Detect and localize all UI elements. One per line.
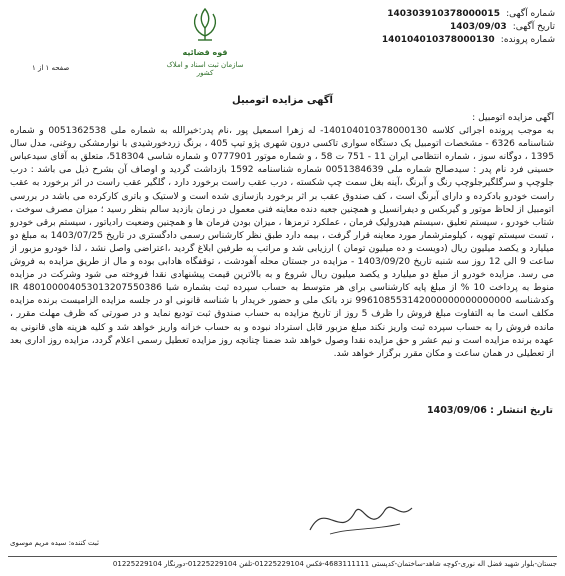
file-number: 140104010378000130 xyxy=(381,35,495,45)
ad-number-label: شماره آگهی: xyxy=(506,9,555,19)
publication-label: تاریخ انتشار : xyxy=(490,405,553,416)
signature-mark xyxy=(300,490,420,545)
registrar xyxy=(10,539,99,547)
ad-meta xyxy=(382,8,555,47)
registrar-label: ثبت کننده: xyxy=(68,539,99,547)
ad-number-row xyxy=(382,8,555,21)
footer-address: جستان-بلوار شهید فضل اله نوری-کوچه شاهد-ساختمان-کدپستی 4683111111-فکس 01225229104-تلفن 01225229104-دورنگار 01225229104 xyxy=(112,560,557,568)
ad-date-row xyxy=(382,21,555,34)
registrar-name: سیده مریم موسوی xyxy=(10,539,67,547)
org-subtitle: سازمان ثبت اسناد و املاک کشور xyxy=(166,61,244,77)
judiciary-emblem-icon xyxy=(188,6,222,44)
notice-body xyxy=(10,112,554,374)
file-number-row xyxy=(382,34,555,47)
notice-heading: آگهی مزایده اتومبیل : xyxy=(472,113,554,123)
ad-date-label: تاریخ آگهی: xyxy=(512,22,555,32)
file-number-label: شماره پرونده: xyxy=(500,35,555,45)
notice-paragraph: به موجب پرونده اجرائی کلاسه 140104010378000130- له زهرا اسمعیل پور ،نام پدر:خیرالله به شماره ملی 0051362538 و شماره شناسنامه 6326 - مشخصات اتومبیل یک دستگاه سواری تاکسی درون شهری پژو تیپ 405 ، برنگ زردخورشیدی با نوارمشکی روغنی، مدل سال 1395 ، دوگانه سوز ، شماره انتظامی ایران 11 - 751 ت 58 ، و شماره موتور 0777901 و شماره شاسی 518304، متعلق به آقای سیدعباس حسینی فرد نام پدر : سیدصالح شماره ملی 0051384639 شماره شناسنامه 1592 بازداشت گردید و اوصاف آن بشرح ذیل می باشد : درب جلوچپ و سرگلگیرجلوچپ رنگ و آبرنگ ،آینه بغل سمت چپ شکسته ، درب عقب راست برخورد دارد ، گلگیر عقب راست در اثر برخورد به عقب راست خودرو بادکرده و دارای آبرنگ است ، کف صندوق عقب بر اثر برخورد بازسازی شده است و لاستیک و باتری کارکرده می باشد در بررسی اتومبیل از لحاظ موتور و گیربکس و دیفرانسیل و همچنین جعبه دنده معاینه فنی معمول در زمان بازدید سالم بنظر رسید ؛ میزان مصرف سوخت ، شتاب خودرو ، سیستم تعلیق ،سیستم هیدرولیک فرمان ، عملکرد ترمزها ، میزان بودن فرمان ها و همچنین وضعیت رادیاتور ، سیستم برقی خودرو ، تست سیستم تهویه ، کیلومترشمار مورد معاینه قرار گرفت ، بیمه دارد طبق نظر کارشناس رسمی دادگستری در تاریخ 1403/07/25 به مبلغ دو میلیارد و یکصد میلیون ریال (دویست و ده میلیون تومان ) ارزیابی شد و مراتب به طرفین ابلاغ گردید ،اعتراضی واصل نشد ، لذا خودرو مزبور از ساعت 9 الی 12 روز سه شنبه تاریخ 1403/09/20 - مزایده در جستان محله آهودشت ، توقفگاه هادابی بوده و مال از طریق مزایده به فروش می رسد. مزایده خودرو از مبلغ دو میلیارد و یکصد میلیون ریال شروع و به بالاترین قیمت پیشنهادی نقدا فروخته می شود وشرکت در مزایده منوط به پرداخت 10 % از مبلغ پایه کارشناسی برای هر متوسط به حساب سپرده ثبت بشماره شبا IR 480100004053013207550386 وکدشناسه 996108553142000000000000000 نزد بانک ملی و حضور خریدار با شناسه قانونی او در جلسه مزایده الزامیست برنده مزایده مکلف است ما به التفاوت مبلغ فروش را ظرف 5 روز از تاریخ مزایده به حساب صندوق ثبت تودیع نماید و در صورتی که ظرف مهلت مقرر ، مانده فروش را به حساب سپرده ثبت واریز نکند مبلغ مزبور قابل استرداد نبوده و به حساب خزانه واریز خواهد شد و کلیه هزینه های قانونی به عهده برنده مزایده است و نیم عشر و حق مزایده نقدا وصول خواهد شد ضمنا چنانچه روز مزایده تعطیل رسمی اعلام گردد، مزایده روز اداری بعد از تعطیلی در همان ساعت و مکان مقرر برگزار خواهد شد. xyxy=(10,126,554,359)
document-title: آگهی مزایده اتومبیل xyxy=(232,95,333,106)
publication-date-value: 1403/09/06 xyxy=(427,405,487,416)
ad-number: 140303910378000015 xyxy=(387,9,500,19)
footer-divider xyxy=(8,556,557,557)
page-number: صفحه ۱ از ۱ xyxy=(32,64,70,72)
publication-date xyxy=(427,405,553,416)
organization-block xyxy=(160,48,250,77)
org-name: قوه قضائیه xyxy=(182,48,228,57)
ad-date: 1403/09/03 xyxy=(449,22,507,32)
